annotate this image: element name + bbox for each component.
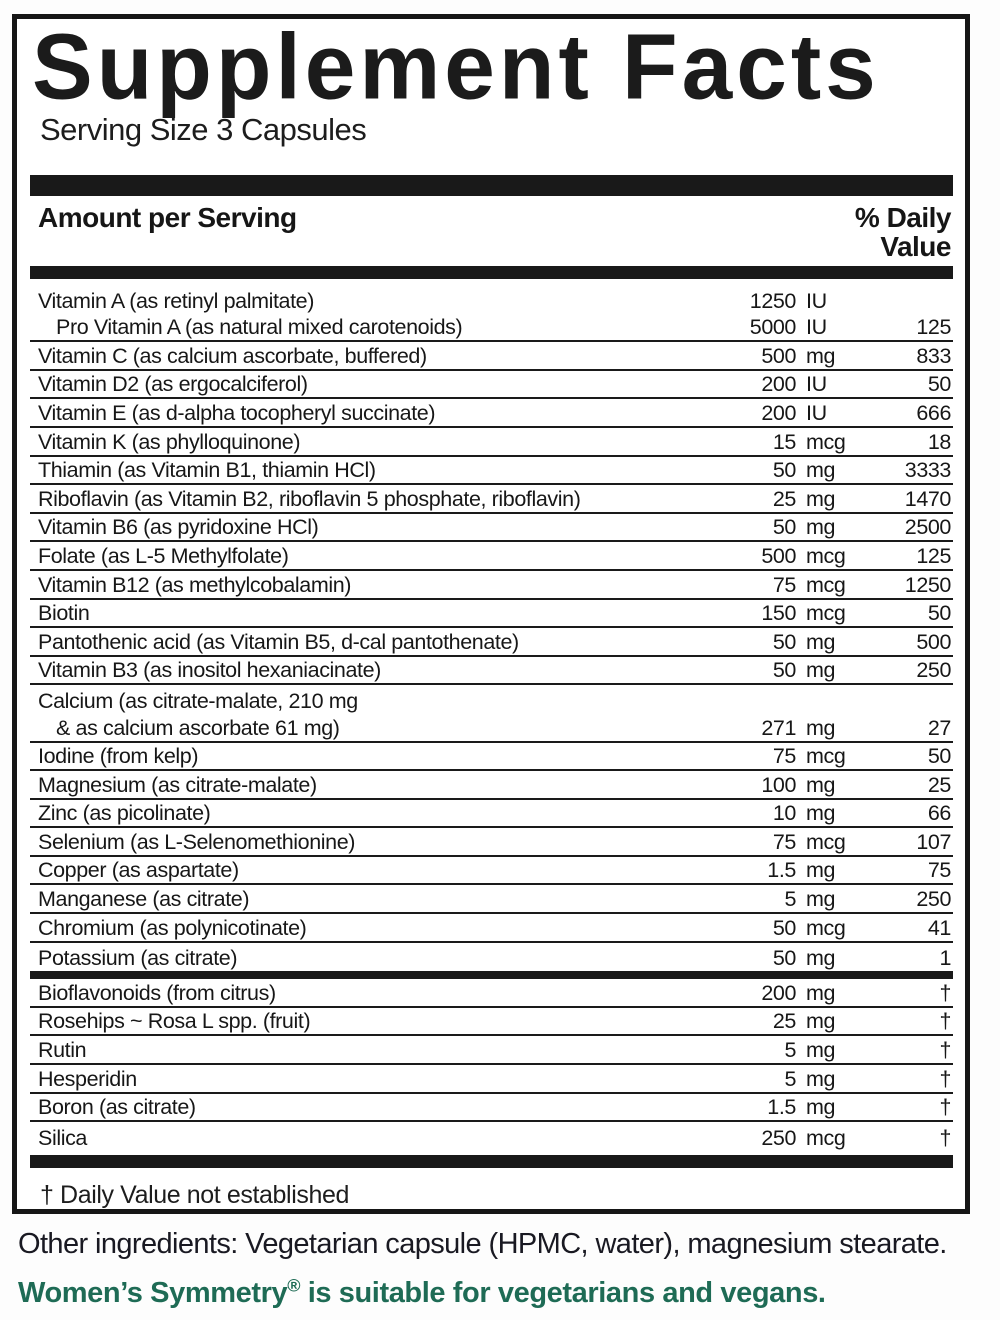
nutrient-daily-value: 125 [916, 315, 951, 340]
registered-trademark-symbol: ® [287, 1275, 301, 1296]
daily-value-header-line1: % Daily [854, 202, 951, 233]
table-row [30, 571, 953, 600]
nutrient-name: Rosehips ~ Rosa L spp. (fruit) [38, 1009, 311, 1034]
brand-name: Women’s Symmetry [18, 1277, 288, 1309]
nutrient-amount: 75 [772, 829, 796, 854]
table-row [30, 1008, 953, 1037]
separator-bar-bottom [30, 1155, 953, 1168]
daily-value-footnote: † Daily Value not established [40, 1180, 349, 1209]
nutrient-amount: 10 [772, 801, 796, 826]
nutrient-amount: 15 [772, 429, 796, 454]
nutrient-amount: 1250 [749, 288, 796, 313]
nutrient-name: Magnesium (as citrate-malate) [38, 772, 317, 797]
daily-value-header-line2: Value [880, 231, 951, 262]
nutrient-daily-value: 125 [916, 543, 951, 568]
amount-per-serving-header: Amount per Serving [38, 202, 297, 233]
table-row [30, 399, 953, 428]
nutrient-unit: mcg [806, 543, 846, 568]
daily-value-header [855, 203, 951, 261]
table-row [30, 1122, 953, 1151]
nutrient-amount: 25 [772, 1009, 796, 1034]
separator-bar-middle [30, 971, 953, 979]
supplement-facts-panel [12, 14, 970, 1214]
table-row [30, 428, 953, 457]
table-row [30, 771, 953, 800]
nutrient-amount: 5 [784, 1038, 796, 1063]
table-row [30, 914, 953, 943]
table-row [30, 285, 953, 314]
nutrient-daily-value: † [939, 1125, 951, 1150]
nutrient-name: Copper (as aspartate) [38, 858, 239, 883]
nutrient-daily-value: 250 [916, 658, 951, 683]
nutrient-name: Silica [38, 1125, 87, 1150]
nutrient-unit: mg [806, 887, 836, 912]
nutrient-unit: mg [806, 772, 836, 797]
table-row [30, 743, 953, 772]
table-row [30, 1065, 953, 1094]
table-row [30, 828, 953, 857]
nutrient-daily-value: 27 [927, 715, 951, 740]
nutrient-name: Calcium (as citrate-malate, 210 mg [38, 688, 358, 713]
nutrient-name: Vitamin B12 (as methylcobalamin) [38, 572, 352, 597]
nutrient-daily-value: † [939, 1009, 951, 1034]
nutrient-daily-value: 1 [939, 946, 951, 971]
nutrient-unit: mg [806, 1009, 836, 1034]
nutrient-unit: mg [806, 1066, 836, 1091]
nutrient-amount: 75 [772, 572, 796, 597]
table-row [30, 314, 953, 343]
table-row [30, 685, 953, 714]
nutrient-amount: 5 [784, 1066, 796, 1091]
nutrient-unit: mcg [806, 829, 846, 854]
nutrient-daily-value: 666 [916, 400, 951, 425]
nutrient-daily-value: 75 [927, 858, 951, 883]
serving-size-text: Serving Size 3 Capsules [40, 112, 367, 147]
nutrient-daily-value: 66 [927, 801, 951, 826]
nutrient-name: Vitamin E (as d-alpha tocopheryl succinate) [38, 400, 436, 425]
nutrient-name: Biotin [38, 601, 90, 626]
table-header-row [30, 203, 953, 261]
nutrient-name: Vitamin B3 (as inositol hexaniacinate) [38, 658, 381, 683]
table-row [30, 714, 953, 743]
nutrient-daily-value: 833 [916, 343, 951, 368]
botanical-table [30, 979, 953, 1151]
table-row [30, 542, 953, 571]
separator-bar-header [30, 266, 953, 279]
nutrient-name: Boron (as citrate) [38, 1095, 196, 1120]
nutrient-name: Vitamin A (as retinyl palmitate) [38, 288, 314, 313]
nutrient-unit: mg [806, 486, 836, 511]
supplement-facts-title: Supplement Facts [32, 15, 880, 119]
nutrient-amount: 200 [761, 980, 796, 1005]
nutrient-daily-value: † [939, 1066, 951, 1091]
table-row [30, 979, 953, 1008]
nutrient-amount: 1.5 [767, 858, 796, 883]
nutrient-name: Folate (as L-5 Methylfolate) [38, 543, 289, 568]
nutrient-name: Zinc (as picolinate) [38, 801, 211, 826]
nutrient-daily-value: 50 [927, 372, 951, 397]
nutrient-name: Pantothenic acid (as Vitamin B5, d-cal pantothenate) [38, 629, 519, 654]
nutrient-daily-value: † [939, 1038, 951, 1063]
nutrient-unit: mg [806, 1038, 836, 1063]
nutrient-daily-value: 41 [927, 915, 951, 940]
nutrient-name: Riboflavin (as Vitamin B2, riboflavin 5 phosphate, riboflavin) [38, 486, 581, 511]
table-row [30, 600, 953, 629]
nutrient-amount: 25 [772, 486, 796, 511]
nutrient-name: Potassium (as citrate) [38, 946, 238, 971]
table-row [30, 342, 953, 371]
nutrient-amount: 200 [761, 372, 796, 397]
nutrient-unit: mg [806, 715, 836, 740]
table-row [30, 628, 953, 657]
nutrient-name: Vitamin K (as phylloquinone) [38, 429, 301, 454]
nutrient-name: Pro Vitamin A (as natural mixed carotenoids) [56, 315, 463, 340]
nutrient-daily-value: 250 [916, 887, 951, 912]
nutrient-daily-value: 1470 [904, 486, 951, 511]
vegan-suitability-text [18, 1277, 982, 1310]
nutrient-amount: 1.5 [767, 1095, 796, 1120]
separator-bar-top [30, 175, 953, 196]
nutrient-unit: mcg [806, 572, 846, 597]
nutrient-unit: mg [806, 980, 836, 1005]
table-row [30, 943, 953, 972]
brand-suffix-text: is suitable for vegetarians and vegans. [300, 1277, 826, 1309]
nutrient-name: Chromium (as polynicotinate) [38, 915, 307, 940]
nutrient-amount: 271 [761, 715, 796, 740]
nutrient-name: & as calcium ascorbate 61 mg) [56, 715, 340, 740]
nutrient-name: Hesperidin [38, 1066, 137, 1091]
nutrient-name: Vitamin C (as calcium ascorbate, buffered) [38, 343, 427, 368]
nutrient-daily-value: 3333 [904, 458, 951, 483]
nutrient-daily-value: 2500 [904, 515, 951, 540]
nutrient-amount: 50 [772, 915, 796, 940]
nutrient-unit: mg [806, 343, 836, 368]
other-ingredients-text: Other ingredients: Vegetarian capsule (HPMC, water), magnesium stearate. [18, 1228, 947, 1260]
nutrient-daily-value: 107 [916, 829, 951, 854]
nutrient-amount: 200 [761, 400, 796, 425]
table-row [30, 371, 953, 400]
table-row [30, 657, 953, 686]
nutrient-amount: 50 [772, 629, 796, 654]
nutrient-unit: mg [806, 1095, 836, 1120]
nutrient-name: Rutin [38, 1038, 87, 1063]
nutrient-amount: 50 [772, 658, 796, 683]
nutrient-name: Selenium (as L-Selenomethionine) [38, 829, 356, 854]
nutrient-amount: 50 [772, 946, 796, 971]
nutrient-unit: mg [806, 629, 836, 654]
nutrient-name: Manganese (as citrate) [38, 887, 250, 912]
nutrient-daily-value: 18 [927, 429, 951, 454]
nutrient-unit: mcg [806, 915, 846, 940]
nutrient-name: Bioflavonoids (from citrus) [38, 980, 276, 1005]
nutrient-unit: mg [806, 858, 836, 883]
nutrient-daily-value: † [939, 980, 951, 1005]
nutrient-amount: 75 [772, 744, 796, 769]
table-row [30, 485, 953, 514]
nutrient-unit: IU [806, 372, 827, 397]
nutrient-amount: 500 [761, 343, 796, 368]
nutrient-table [30, 285, 953, 971]
nutrient-unit: IU [806, 288, 827, 313]
nutrient-name: Thiamin (as Vitamin B1, thiamin HCl) [38, 458, 376, 483]
nutrient-unit: mg [806, 658, 836, 683]
nutrient-daily-value: 50 [927, 744, 951, 769]
nutrient-unit: IU [806, 315, 827, 340]
nutrient-unit: mcg [806, 429, 846, 454]
nutrient-unit: mcg [806, 1125, 846, 1150]
nutrient-daily-value: 50 [927, 601, 951, 626]
table-row [30, 457, 953, 486]
nutrient-amount: 5000 [749, 315, 796, 340]
nutrient-unit: mg [806, 801, 836, 826]
table-row [30, 800, 953, 829]
nutrient-amount: 100 [761, 772, 796, 797]
nutrient-name: Iodine (from kelp) [38, 744, 199, 769]
table-row [30, 885, 953, 914]
nutrient-amount: 5 [784, 887, 796, 912]
nutrient-unit: mg [806, 946, 836, 971]
table-row [30, 1094, 953, 1123]
nutrient-daily-value: 500 [916, 629, 951, 654]
nutrient-daily-value: 1250 [904, 572, 951, 597]
nutrient-daily-value: † [939, 1095, 951, 1120]
nutrient-unit: mg [806, 458, 836, 483]
nutrient-name: Vitamin D2 (as ergocalciferol) [38, 372, 308, 397]
nutrient-unit: mg [806, 515, 836, 540]
nutrient-unit: mcg [806, 601, 846, 626]
nutrient-name: Vitamin B6 (as pyridoxine HCl) [38, 515, 319, 540]
nutrient-amount: 250 [761, 1125, 796, 1150]
nutrient-amount: 500 [761, 543, 796, 568]
nutrient-daily-value: 25 [927, 772, 951, 797]
table-row [30, 1036, 953, 1065]
nutrient-unit: mcg [806, 744, 846, 769]
table-row [30, 514, 953, 543]
nutrient-amount: 150 [761, 601, 796, 626]
table-row [30, 857, 953, 886]
nutrient-unit: IU [806, 400, 827, 425]
nutrient-amount: 50 [772, 458, 796, 483]
nutrient-amount: 50 [772, 515, 796, 540]
